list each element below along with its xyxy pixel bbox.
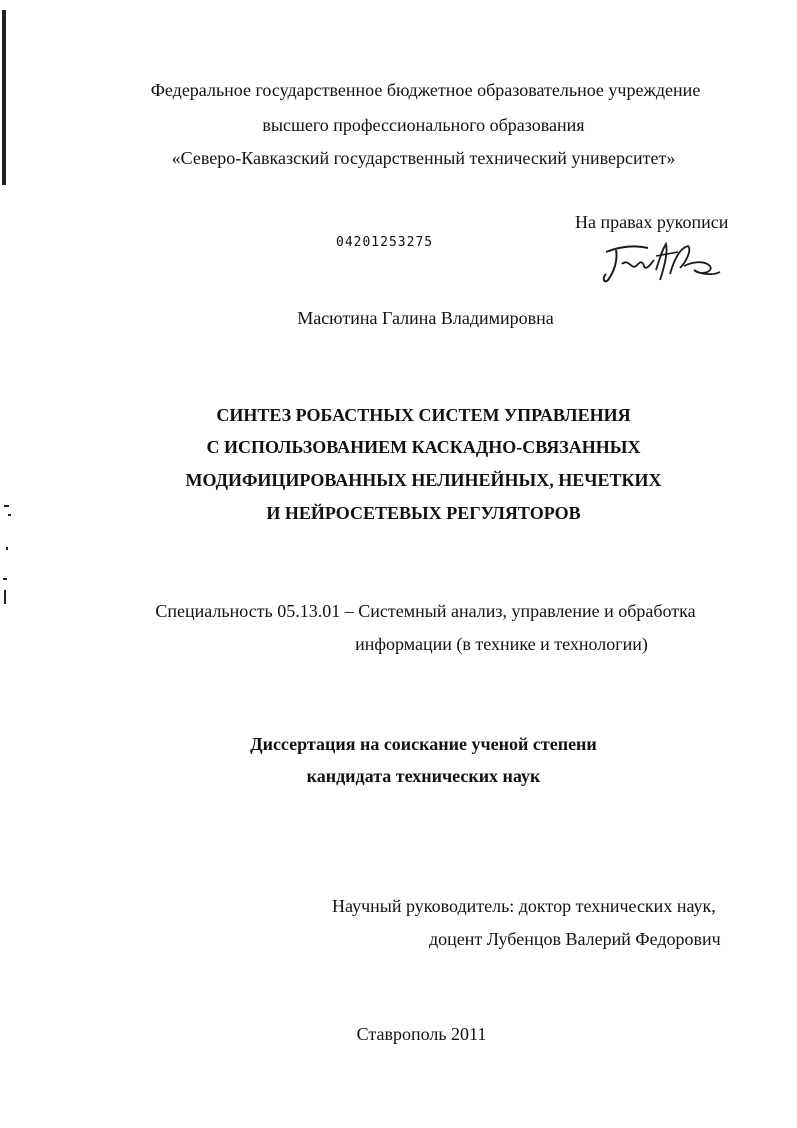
scan-edge-mark — [8, 514, 11, 516]
specialty-line-1: Специальность 05.13.01 – Системный анализ, управление и обработка — [155, 601, 696, 621]
institution-line-2: высшего профессионального образования — [262, 115, 585, 135]
author-name: Масютина Галина Владимировна — [297, 308, 554, 328]
catalog-number: 04201253275 — [336, 235, 434, 250]
supervisor-line-2: доцент Лубенцов Валерий Федорович — [429, 929, 721, 949]
title-line-3: МОДИФИЦИРОВАННЫХ НЕЛИНЕЙНЫХ, НЕЧЕТКИХ — [185, 470, 662, 490]
signature — [596, 240, 726, 288]
degree-line-2: кандидата технических наук — [306, 766, 541, 786]
scan-edge-mark — [3, 578, 7, 580]
scan-edge-mark — [4, 590, 6, 604]
scan-edge-mark — [4, 505, 9, 507]
title-line-4: И НЕЙРОСЕТЕВЫХ РЕГУЛЯТОРОВ — [266, 503, 581, 523]
degree-line-1: Диссертация на соискание ученой степени — [250, 734, 597, 754]
title-line-2: С ИСПОЛЬЗОВАНИЕМ КАСКАДНО-СВЯЗАННЫХ — [206, 437, 641, 457]
specialty-line-2: информации (в технике и технологии) — [355, 634, 648, 654]
city-year: Ставрополь 2011 — [356, 1024, 487, 1044]
institution-line-1: Федеральное государственное бюджетное образовательное учреждение — [150, 80, 701, 100]
scan-edge-mark — [6, 547, 8, 550]
title-line-1: СИНТЕЗ РОБАСТНЫХ СИСТЕМ УПРАВЛЕНИЯ — [216, 405, 631, 425]
institution-line-3: «Северо-Кавказский государственный технический университет» — [171, 148, 676, 168]
supervisor-line-1: Научный руководитель: доктор технических наук, — [332, 896, 716, 916]
rights-note: На правах рукописи — [575, 212, 729, 232]
scan-edge-mark — [2, 10, 6, 185]
